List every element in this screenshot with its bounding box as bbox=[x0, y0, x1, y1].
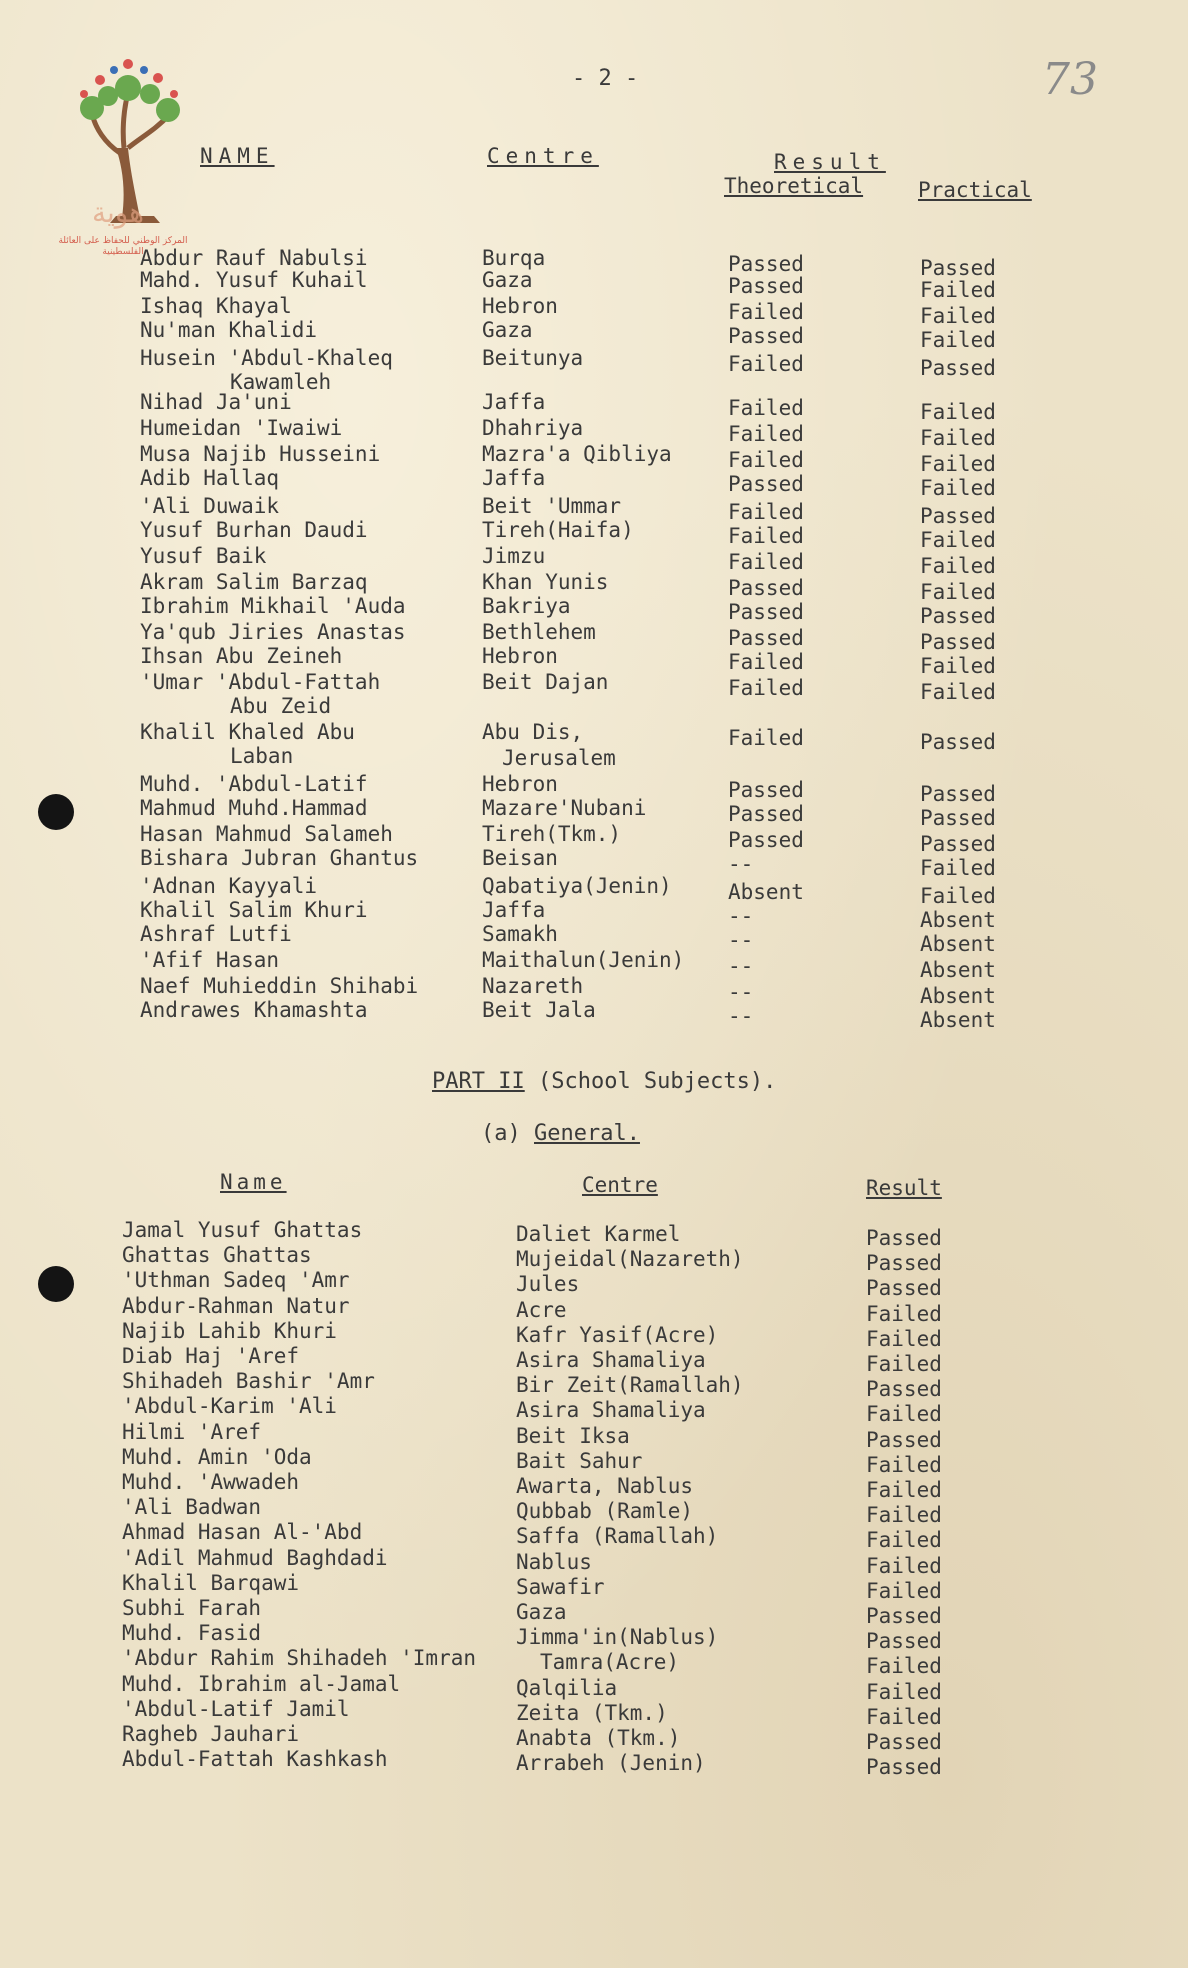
theoretical-result: -- bbox=[728, 928, 754, 952]
person-name: Ishaq Khayal bbox=[140, 294, 292, 318]
person-name: Muhd. Amin 'Oda bbox=[122, 1444, 312, 1469]
centre-name: Sawafir bbox=[516, 1574, 605, 1599]
centre-name: Mujeidal(Nazareth) bbox=[516, 1247, 744, 1272]
result: Passed bbox=[866, 1276, 942, 1301]
table-row bbox=[0, 1344, 1188, 1376]
centre-name: Bethlehem bbox=[482, 620, 596, 644]
table-row bbox=[0, 644, 1188, 678]
person-name: Hasan Mahmud Salameh bbox=[140, 822, 393, 846]
table-row bbox=[0, 1747, 1188, 1780]
person-name: Bishara Jubran Ghantus bbox=[140, 846, 419, 870]
centre-name: Dhahriya bbox=[482, 416, 584, 440]
table-row bbox=[0, 620, 1188, 654]
person-name: Humeidan 'Iwaiwi bbox=[140, 416, 343, 440]
theoretical-result: Failed bbox=[728, 500, 804, 524]
person-name: Akram Salim Barzaq bbox=[140, 570, 368, 594]
person-name: 'Adnan Kayyali bbox=[140, 874, 318, 898]
table-row bbox=[0, 1394, 1188, 1427]
result: Failed bbox=[866, 1578, 942, 1603]
person-name: Musa Najib Husseini bbox=[140, 442, 381, 466]
table-row bbox=[0, 1444, 1188, 1477]
practical-result: Failed bbox=[920, 856, 996, 880]
centre-name: Daliet Karmel bbox=[516, 1222, 681, 1246]
person-name: Ibrahim Mikhail 'Auda bbox=[140, 594, 406, 618]
table-row bbox=[0, 544, 1188, 578]
person-name: Abdur-Rahman Natur bbox=[122, 1293, 350, 1318]
result: Passed bbox=[866, 1427, 942, 1452]
person-name: Ahmad Hasan Al-'Abd bbox=[122, 1520, 363, 1545]
table-row bbox=[0, 670, 1188, 718]
practical-result: Absent bbox=[920, 908, 996, 932]
theoretical-result: Failed bbox=[728, 422, 804, 446]
practical-result: Absent bbox=[920, 984, 996, 1008]
table-row bbox=[0, 442, 1188, 476]
person-name: Ghattas Ghattas bbox=[122, 1243, 312, 1268]
person-name: Mahmud Muhd.Hammad bbox=[140, 796, 368, 820]
theoretical-result: Passed bbox=[728, 778, 804, 802]
centre-name: Jaffa bbox=[482, 390, 546, 414]
table-row bbox=[0, 898, 1188, 932]
handwritten-page-number: 73 bbox=[1042, 54, 1098, 105]
table-row bbox=[0, 720, 1188, 770]
practical-result: Absent bbox=[920, 958, 996, 982]
practical-result: Passed bbox=[920, 256, 996, 280]
person-name: 'Abdur Rahim Shihadeh 'Imran bbox=[122, 1646, 477, 1671]
table-row bbox=[0, 1671, 1188, 1704]
table-row bbox=[0, 1646, 1188, 1679]
practical-result: Failed bbox=[920, 580, 996, 604]
table-row bbox=[0, 974, 1188, 1008]
centre-name: Bir Zeit(Ramallah) bbox=[516, 1373, 744, 1398]
centre-name: Hebron bbox=[482, 772, 558, 796]
table-row bbox=[0, 948, 1188, 982]
person-name: Khalil Barqawi bbox=[122, 1570, 300, 1595]
centre-name: Hebron bbox=[482, 644, 558, 668]
centre-name: Beitunya bbox=[482, 346, 584, 370]
centre-name: Gaza bbox=[482, 318, 533, 342]
centre-name: Jimma'in(Nablus) bbox=[516, 1625, 719, 1650]
person-name: Naef Muhieddin Shihabi bbox=[140, 974, 419, 998]
logo-caption: المركز الوطني للحفاظ على العائلة الفلسطينية bbox=[58, 236, 188, 257]
result: Failed bbox=[866, 1301, 942, 1326]
centre-name: Jaffa bbox=[482, 898, 546, 922]
person-name: 'Ali Badwan bbox=[122, 1495, 262, 1520]
centre-name: Khan Yunis bbox=[482, 570, 609, 594]
table-row bbox=[0, 772, 1188, 806]
logo-script-text: هوية bbox=[92, 196, 145, 229]
centre-name: Gaza bbox=[516, 1600, 567, 1624]
centre-name: Beit Dajan bbox=[482, 670, 609, 694]
centre-name: Kafr Yasif(Acre) bbox=[516, 1322, 719, 1347]
person-name: Yusuf Burhan Daudi bbox=[140, 518, 368, 542]
result: Failed bbox=[866, 1402, 942, 1427]
person-name: Hilmi 'Aref bbox=[122, 1419, 262, 1444]
centre-name: Awarta, Nablus bbox=[516, 1474, 694, 1498]
centre-name: Beit Jala bbox=[482, 998, 596, 1022]
table-row bbox=[0, 1470, 1188, 1502]
theoretical-result: Failed bbox=[728, 650, 804, 674]
centre-name: Burqa bbox=[482, 246, 546, 270]
practical-result: Failed bbox=[920, 278, 996, 302]
practical-result: Passed bbox=[920, 806, 996, 830]
header-result: Result bbox=[774, 150, 886, 174]
theoretical-result: -- bbox=[728, 852, 754, 876]
person-name: Khalil Khaled Abu bbox=[140, 720, 355, 744]
centre-name: Tireh(Haifa) bbox=[482, 518, 634, 542]
table-row bbox=[0, 1570, 1188, 1603]
practical-result: Failed bbox=[920, 528, 996, 552]
practical-result: Passed bbox=[920, 832, 996, 856]
table-row bbox=[0, 1495, 1188, 1528]
theoretical-result: -- bbox=[728, 954, 754, 978]
part2-subtitle-prefix: (a) bbox=[481, 1121, 521, 1146]
part2-title bbox=[432, 1070, 776, 1094]
result: Failed bbox=[866, 1654, 942, 1679]
practical-result: Failed bbox=[920, 884, 996, 908]
person-name: Ashraf Lutfi bbox=[140, 922, 292, 946]
centre-name: Tamra(Acre) bbox=[540, 1650, 680, 1675]
centre-name: Jimzu bbox=[482, 544, 546, 568]
table-row bbox=[0, 1268, 1188, 1301]
table-row bbox=[0, 390, 1188, 424]
centre-name: Saffa (Ramallah) bbox=[516, 1524, 719, 1549]
practical-result: Passed bbox=[920, 782, 996, 806]
table-row bbox=[0, 822, 1188, 856]
centre-name: Mazare'Nubani bbox=[482, 796, 647, 820]
centre-name: Beit Iksa bbox=[516, 1423, 630, 1448]
result: Failed bbox=[866, 1679, 942, 1704]
theoretical-result: Passed bbox=[728, 802, 804, 826]
person-name: 'Abdul-Latif Jamil bbox=[122, 1696, 350, 1721]
centre-name: Qabatiya(Jenin) bbox=[482, 874, 672, 898]
result: Failed bbox=[866, 1704, 942, 1729]
result: Passed bbox=[866, 1755, 942, 1780]
table-row bbox=[0, 1218, 1188, 1250]
person-name: Abdur Rauf Nabulsi bbox=[140, 246, 368, 270]
centre-name-continued: Jerusalem bbox=[502, 746, 616, 770]
person-name-continued: Kawamleh bbox=[230, 370, 332, 394]
result: Passed bbox=[866, 1226, 942, 1250]
part2-header-centre: Centre bbox=[582, 1173, 658, 1197]
practical-result: Passed bbox=[920, 604, 996, 628]
header-practical: Practical bbox=[918, 178, 1032, 202]
person-name: Subhi Farah bbox=[122, 1596, 262, 1620]
theoretical-result: Failed bbox=[728, 352, 804, 376]
theoretical-result: -- bbox=[728, 980, 754, 1004]
person-name: Ya'qub Jiries Anastas bbox=[140, 620, 406, 644]
person-name: Andrawes Khamashta bbox=[140, 998, 368, 1022]
theoretical-result: Passed bbox=[728, 576, 804, 600]
person-name-continued: Laban bbox=[230, 744, 294, 768]
centre-name: Jules bbox=[516, 1272, 580, 1297]
table-row bbox=[0, 1369, 1188, 1402]
theoretical-result: Failed bbox=[728, 300, 804, 324]
person-name: 'Ali Duwaik bbox=[140, 494, 280, 518]
practical-result: Absent bbox=[920, 932, 996, 956]
result: Passed bbox=[866, 1604, 942, 1628]
theoretical-result: Passed bbox=[728, 472, 804, 496]
theoretical-result: -- bbox=[728, 904, 754, 928]
result: Failed bbox=[866, 1352, 942, 1376]
table-row bbox=[0, 1520, 1188, 1553]
header-centre: Centre bbox=[487, 144, 599, 168]
theoretical-result: Passed bbox=[728, 828, 804, 852]
table-row bbox=[0, 998, 1188, 1032]
centre-name: Qubbab (Ramle) bbox=[516, 1499, 694, 1524]
centre-name: Nazareth bbox=[482, 974, 584, 998]
person-name-continued: Abu Zeid bbox=[230, 694, 332, 718]
table-row bbox=[0, 1293, 1188, 1326]
table-row bbox=[0, 570, 1188, 604]
header-theoretical: Theoretical bbox=[724, 174, 864, 198]
person-name: Muhd. Ibrahim al-Jamal bbox=[122, 1671, 401, 1696]
table-row bbox=[0, 1722, 1188, 1754]
table-row bbox=[0, 1696, 1188, 1729]
person-name: Muhd. Fasid bbox=[122, 1621, 262, 1646]
person-name: Jamal Yusuf Ghattas bbox=[122, 1218, 363, 1242]
table-row bbox=[0, 1419, 1188, 1452]
result: Passed bbox=[866, 1251, 942, 1276]
person-name: Muhd. 'Awwadeh bbox=[122, 1470, 300, 1494]
table-row bbox=[0, 874, 1188, 908]
practical-result: Failed bbox=[920, 680, 996, 704]
centre-name: Beit 'Ummar bbox=[482, 494, 622, 518]
centre-name: Bait Sahur bbox=[516, 1448, 643, 1473]
part2-subtitle bbox=[481, 1122, 640, 1146]
theoretical-result: Passed bbox=[728, 600, 804, 624]
person-name: Mahd. Yusuf Kuhail bbox=[140, 268, 368, 292]
centre-name: Arrabeh (Jenin) bbox=[516, 1751, 706, 1776]
centre-name: Tireh(Tkm.) bbox=[482, 822, 622, 846]
centre-name: Zeita (Tkm.) bbox=[516, 1700, 668, 1725]
centre-name: Anabta (Tkm.) bbox=[516, 1726, 681, 1750]
theoretical-result: Passed bbox=[728, 252, 804, 276]
theoretical-result: Passed bbox=[728, 324, 804, 348]
centre-name: Mazra'a Qibliya bbox=[482, 442, 672, 466]
result: Failed bbox=[866, 1503, 942, 1528]
result: Failed bbox=[866, 1553, 942, 1578]
table-row bbox=[0, 294, 1188, 328]
table-row bbox=[0, 1596, 1188, 1628]
practical-result: Passed bbox=[920, 504, 996, 528]
table-row bbox=[0, 1318, 1188, 1351]
centre-name: Abu Dis, bbox=[482, 720, 584, 744]
practical-result: Passed bbox=[920, 630, 996, 654]
theoretical-result: Passed bbox=[728, 626, 804, 650]
theoretical-result: -- bbox=[728, 1004, 754, 1028]
part2-title-label: PART II bbox=[432, 1069, 525, 1094]
table-row bbox=[0, 346, 1188, 394]
table-row bbox=[0, 268, 1188, 302]
part2-subtitle-label: General. bbox=[534, 1121, 640, 1146]
theoretical-result: Failed bbox=[728, 676, 804, 700]
theoretical-result: Passed bbox=[728, 274, 804, 298]
table-row bbox=[0, 318, 1188, 352]
person-name: Husein 'Abdul-Khaleq bbox=[140, 346, 393, 370]
centre-name: Asira Shamaliya bbox=[516, 1398, 706, 1423]
centre-name: Hebron bbox=[482, 294, 558, 318]
header-name: NAME bbox=[200, 144, 275, 168]
page-number: - 2 - bbox=[572, 66, 639, 91]
table-row bbox=[0, 846, 1188, 880]
practical-result: Failed bbox=[920, 476, 996, 500]
centre-name: Nablus bbox=[516, 1549, 592, 1574]
table-row bbox=[0, 1545, 1188, 1578]
practical-result: Failed bbox=[920, 452, 996, 476]
centre-name: Samakh bbox=[482, 922, 558, 946]
practical-result: Failed bbox=[920, 554, 996, 578]
person-name: Khalil Salim Khuri bbox=[140, 898, 368, 922]
result: Failed bbox=[866, 1326, 942, 1351]
person-name: Ihsan Abu Zeineh bbox=[140, 644, 343, 668]
person-name: Nu'man Khalidi bbox=[140, 318, 318, 342]
theoretical-result: Absent bbox=[728, 880, 804, 904]
practical-result: Failed bbox=[920, 304, 996, 328]
result: Failed bbox=[866, 1452, 942, 1477]
theoretical-result: Failed bbox=[728, 550, 804, 574]
person-name: Shihadeh Bashir 'Amr bbox=[122, 1369, 375, 1394]
person-name: 'Uthman Sadeq 'Amr bbox=[122, 1268, 350, 1293]
centre-name: Beisan bbox=[482, 846, 558, 870]
person-name: Ragheb Jauhari bbox=[122, 1722, 300, 1746]
person-name: Muhd. 'Abdul-Latif bbox=[140, 772, 368, 796]
result: Passed bbox=[866, 1377, 942, 1402]
centre-name: Bakriya bbox=[482, 594, 571, 618]
person-name: 'Umar 'Abdul-Fattah bbox=[140, 670, 381, 694]
centre-name: Acre bbox=[516, 1297, 567, 1322]
table-row bbox=[0, 466, 1188, 500]
practical-result: Absent bbox=[920, 1008, 996, 1032]
centre-name: Gaza bbox=[482, 268, 533, 292]
practical-result: Failed bbox=[920, 654, 996, 678]
table-row bbox=[0, 416, 1188, 450]
centre-name: Asira Shamaliya bbox=[516, 1348, 706, 1372]
person-name: 'Abdul-Karim 'Ali bbox=[122, 1394, 337, 1419]
result: Passed bbox=[866, 1629, 942, 1654]
person-name: Nihad Ja'uni bbox=[140, 390, 292, 414]
person-name: Abdul-Fattah Kashkash bbox=[122, 1747, 388, 1772]
practical-result: Passed bbox=[920, 730, 996, 754]
centre-name: Maithalun(Jenin) bbox=[482, 948, 685, 972]
centre-name: Jaffa bbox=[482, 466, 546, 490]
theoretical-result: Failed bbox=[728, 726, 804, 750]
table-row bbox=[0, 594, 1188, 628]
person-name: Yusuf Baik bbox=[140, 544, 267, 568]
person-name: Diab Haj 'Aref bbox=[122, 1344, 300, 1368]
result: Failed bbox=[866, 1478, 942, 1502]
table-row bbox=[0, 1621, 1188, 1654]
person-name: 'Afif Hasan bbox=[140, 948, 280, 972]
part2-header-name: Name bbox=[220, 1170, 287, 1194]
practical-result: Failed bbox=[920, 328, 996, 352]
person-name: Najib Lahib Khuri bbox=[122, 1318, 337, 1343]
theoretical-result: Failed bbox=[728, 524, 804, 548]
practical-result: Failed bbox=[920, 400, 996, 424]
theoretical-result: Failed bbox=[728, 448, 804, 472]
theoretical-result: Failed bbox=[728, 396, 804, 420]
part2-header-result: Result bbox=[866, 1176, 942, 1200]
person-name: Adib Hallaq bbox=[140, 466, 280, 490]
result: Passed bbox=[866, 1730, 942, 1754]
table-row bbox=[0, 922, 1188, 956]
table-row bbox=[0, 1243, 1188, 1276]
result: Failed bbox=[866, 1528, 942, 1553]
centre-name: Qalqilia bbox=[516, 1675, 618, 1700]
person-name: 'Adil Mahmud Baghdadi bbox=[122, 1545, 388, 1570]
table-row bbox=[0, 796, 1188, 830]
part2-title-rest: (School Subjects). bbox=[537, 1069, 777, 1094]
practical-result: Passed bbox=[920, 356, 996, 380]
practical-result: Failed bbox=[920, 426, 996, 450]
table-row bbox=[0, 494, 1188, 528]
table-row bbox=[0, 518, 1188, 552]
